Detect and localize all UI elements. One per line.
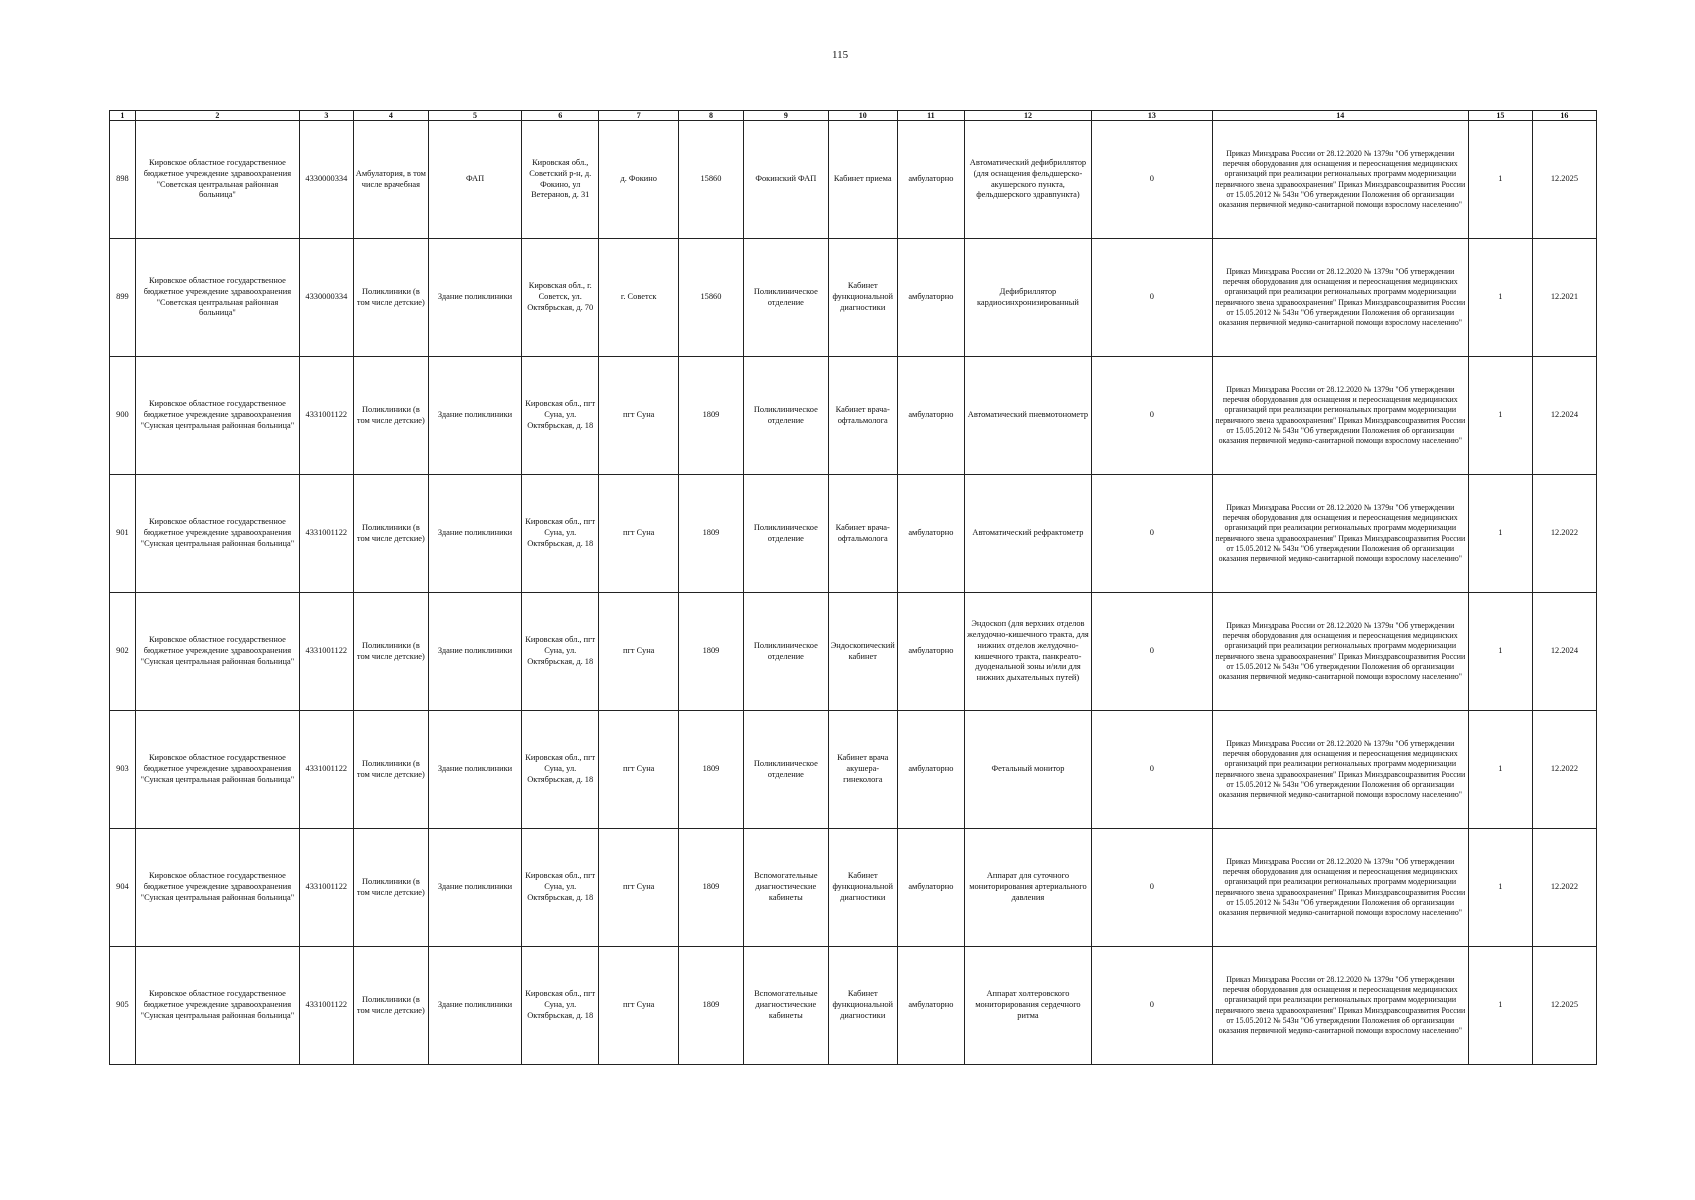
organization-name: Кировское областное государственное бюджетное учреждение здравоохранения "Сунская центральная районная больница" <box>135 593 299 711</box>
equipment: Аппарат холтеровского мониторирования сердечного ритма <box>964 947 1091 1065</box>
quantity-required: 1 <box>1468 711 1532 829</box>
quantity-present: 0 <box>1091 121 1212 239</box>
facility-type: Амбулатория, в том числе врачебная <box>353 121 428 239</box>
column-header: 4 <box>353 111 428 121</box>
quantity-present: 0 <box>1091 357 1212 475</box>
deadline-date: 12.2022 <box>1532 711 1596 829</box>
organization-name: Кировское областное государственное бюджетное учреждение здравоохранения "Сунская центральная районная больница" <box>135 829 299 947</box>
row-number: 903 <box>110 711 136 829</box>
deadline-date: 12.2021 <box>1532 239 1596 357</box>
locality: пгт Суна <box>599 593 679 711</box>
row-number: 900 <box>110 357 136 475</box>
locality: д. Фокино <box>599 121 679 239</box>
deadline-date: 12.2022 <box>1532 829 1596 947</box>
deadline-date: 12.2024 <box>1532 357 1596 475</box>
locality: пгт Суна <box>599 711 679 829</box>
building: ФАП <box>429 121 522 239</box>
equipment: Автоматический пневмотонометр <box>964 357 1091 475</box>
quantity-present: 0 <box>1091 239 1212 357</box>
cabinet: Кабинет функциональной диагностики <box>828 829 897 947</box>
regulation-order: Приказ Минздрава России от 28.12.2020 № 1379н "Об утверждении перечня оборудования для оснащения и переоснащения медицинских организаций при реализации региональных программ модернизации первичного звена здравоохранения" Приказ Минздравсоцразвития России от 15.05.2012 № 543н "Об утверждении Положения об организации оказания первичной медико-санитарной помощи взрослому населению" <box>1212 239 1468 357</box>
equipment: Фетальный монитор <box>964 711 1091 829</box>
department: Поликлиническое отделение <box>743 239 828 357</box>
care-mode: амбулаторно <box>897 475 964 593</box>
department: Поликлиническое отделение <box>743 593 828 711</box>
regulation-order: Приказ Минздрава России от 28.12.2020 № 1379н "Об утверждении перечня оборудования для оснащения и переоснащения медицинских организаций при реализации региональных программ модернизации первичного звена здравоохранения" Приказ Минздравсоцразвития России от 15.05.2012 № 543н "Об утверждении Положения об организации оказания первичной медико-санитарной помощи взрослому населению" <box>1212 711 1468 829</box>
row-number: 899 <box>110 239 136 357</box>
facility-type: Поликлиники (в том числе детские) <box>353 829 428 947</box>
building: Здание поликлиники <box>429 593 522 711</box>
code: 15860 <box>678 239 743 357</box>
code: 1809 <box>678 947 743 1065</box>
deadline-date: 12.2024 <box>1532 593 1596 711</box>
column-header: 3 <box>300 111 354 121</box>
organization-name: Кировское областное государственное бюджетное учреждение здравоохранения "Сунская центральная районная больница" <box>135 357 299 475</box>
cabinet: Кабинет функциональной диагностики <box>828 947 897 1065</box>
building: Здание поликлиники <box>429 357 522 475</box>
building: Здание поликлиники <box>429 947 522 1065</box>
address: Кировская обл., пгт Суна, ул. Октябрьская, д. 18 <box>522 475 599 593</box>
table-row <box>110 121 1597 239</box>
building: Здание поликлиники <box>429 711 522 829</box>
regulation-order: Приказ Минздрава России от 28.12.2020 № 1379н "Об утверждении перечня оборудования для оснащения и переоснащения медицинских организаций при реализации региональных программ модернизации первичного звена здравоохранения" Приказ Минздравсоцразвития России от 15.05.2012 № 543н "Об утверждении Положения об организации оказания первичной медико-санитарной помощи взрослому населению" <box>1212 121 1468 239</box>
facility-type: Поликлиники (в том числе детские) <box>353 947 428 1065</box>
column-header: 9 <box>743 111 828 121</box>
quantity-present: 0 <box>1091 475 1212 593</box>
deadline-date: 12.2025 <box>1532 947 1596 1065</box>
organization-name: Кировское областное государственное бюджетное учреждение здравоохранения "Сунская центральная районная больница" <box>135 475 299 593</box>
care-mode: амбулаторно <box>897 711 964 829</box>
quantity-required: 1 <box>1468 829 1532 947</box>
column-number-row <box>110 111 1597 121</box>
organization-name: Кировское областное государственное бюджетное учреждение здравоохранения "Сунская центральная районная больница" <box>135 947 299 1065</box>
table-row <box>110 829 1597 947</box>
equipment: Дефибриллятор кардиосинхронизированный <box>964 239 1091 357</box>
address: Кировская обл., г. Советск, ул. Октябрьская, д. 70 <box>522 239 599 357</box>
inn: 4331001122 <box>300 475 354 593</box>
building: Здание поликлиники <box>429 239 522 357</box>
cabinet: Кабинет приема <box>828 121 897 239</box>
quantity-present: 0 <box>1091 593 1212 711</box>
deadline-date: 12.2025 <box>1532 121 1596 239</box>
care-mode: амбулаторно <box>897 829 964 947</box>
care-mode: амбулаторно <box>897 239 964 357</box>
table-row <box>110 947 1597 1065</box>
column-header: 5 <box>429 111 522 121</box>
column-header: 13 <box>1091 111 1212 121</box>
facility-type: Поликлиники (в том числе детские) <box>353 239 428 357</box>
cabinet: Кабинет врача-офтальмолога <box>828 357 897 475</box>
inn: 4330000334 <box>300 121 354 239</box>
department: Вспомогательные диагностические кабинеты <box>743 947 828 1065</box>
address: Кировская обл., пгт Суна, ул. Октябрьская, д. 18 <box>522 829 599 947</box>
facility-type: Поликлиники (в том числе детские) <box>353 357 428 475</box>
table-row <box>110 239 1597 357</box>
inn: 4331001122 <box>300 829 354 947</box>
department: Поликлиническое отделение <box>743 711 828 829</box>
column-header: 2 <box>135 111 299 121</box>
regulation-order: Приказ Минздрава России от 28.12.2020 № 1379н "Об утверждении перечня оборудования для оснащения и переоснащения медицинских организаций при реализации региональных программ модернизации первичного звена здравоохранения" Приказ Минздравсоцразвития России от 15.05.2012 № 543н "Об утверждении Положения об организации оказания первичной медико-санитарной помощи взрослому населению" <box>1212 593 1468 711</box>
locality: пгт Суна <box>599 829 679 947</box>
column-header: 7 <box>599 111 679 121</box>
organization-name: Кировское областное государственное бюджетное учреждение здравоохранения "Советская центральная районная больница" <box>135 121 299 239</box>
row-number: 904 <box>110 829 136 947</box>
inn: 4331001122 <box>300 711 354 829</box>
code: 1809 <box>678 711 743 829</box>
column-header: 14 <box>1212 111 1468 121</box>
quantity-present: 0 <box>1091 711 1212 829</box>
regulation-order: Приказ Минздрава России от 28.12.2020 № 1379н "Об утверждении перечня оборудования для оснащения и переоснащения медицинских организаций при реализации региональных программ модернизации первичного звена здравоохранения" Приказ Минздравсоцразвития России от 15.05.2012 № 543н "Об утверждении Положения об организации оказания первичной медико-санитарной помощи взрослому населению" <box>1212 829 1468 947</box>
table-row <box>110 357 1597 475</box>
column-header: 10 <box>828 111 897 121</box>
cabinet: Кабинет функциональной диагностики <box>828 239 897 357</box>
quantity-required: 1 <box>1468 239 1532 357</box>
code: 1809 <box>678 357 743 475</box>
locality: пгт Суна <box>599 947 679 1065</box>
cabinet: Эндоскопический кабинет <box>828 593 897 711</box>
quantity-required: 1 <box>1468 593 1532 711</box>
column-header: 12 <box>964 111 1091 121</box>
facility-type: Поликлиники (в том числе детские) <box>353 475 428 593</box>
column-header: 8 <box>678 111 743 121</box>
building: Здание поликлиники <box>429 829 522 947</box>
locality: г. Советск <box>599 239 679 357</box>
facility-type: Поликлиники (в том числе детские) <box>353 711 428 829</box>
quantity-required: 1 <box>1468 357 1532 475</box>
table-row <box>110 475 1597 593</box>
building: Здание поликлиники <box>429 475 522 593</box>
care-mode: амбулаторно <box>897 357 964 475</box>
department: Поликлиническое отделение <box>743 475 828 593</box>
department: Поликлиническое отделение <box>743 357 828 475</box>
department: Вспомогательные диагностические кабинеты <box>743 829 828 947</box>
address: Кировская обл., Советский р-н, д. Фокино, ул Ветеранов, д. 31 <box>522 121 599 239</box>
inn: 4331001122 <box>300 593 354 711</box>
code: 1809 <box>678 829 743 947</box>
facility-type: Поликлиники (в том числе детские) <box>353 593 428 711</box>
code: 15860 <box>678 121 743 239</box>
regulation-order: Приказ Минздрава России от 28.12.2020 № 1379н "Об утверждении перечня оборудования для оснащения и переоснащения медицинских организаций при реализации региональных программ модернизации первичного звена здравоохранения" Приказ Минздравсоцразвития России от 15.05.2012 № 543н "Об утверждении Положения об организации оказания первичной медико-санитарной помощи взрослому населению" <box>1212 357 1468 475</box>
page-number: 115 <box>832 49 849 61</box>
care-mode: амбулаторно <box>897 121 964 239</box>
regulation-order: Приказ Минздрава России от 28.12.2020 № 1379н "Об утверждении перечня оборудования для оснащения и переоснащения медицинских организаций при реализации региональных программ модернизации первичного звена здравоохранения" Приказ Минздравсоцразвития России от 15.05.2012 № 543н "Об утверждении Положения об организации оказания первичной медико-санитарной помощи взрослому населению" <box>1212 475 1468 593</box>
organization-name: Кировское областное государственное бюджетное учреждение здравоохранения "Сунская центральная районная больница" <box>135 711 299 829</box>
address: Кировская обл., пгт Суна, ул. Октябрьская, д. 18 <box>522 357 599 475</box>
equipment: Автоматический рефрактометр <box>964 475 1091 593</box>
address: Кировская обл., пгт Суна, ул. Октябрьская, д. 18 <box>522 711 599 829</box>
quantity-required: 1 <box>1468 947 1532 1065</box>
column-header: 15 <box>1468 111 1532 121</box>
code: 1809 <box>678 475 743 593</box>
inn: 4331001122 <box>300 357 354 475</box>
address: Кировская обл., пгт Суна, ул. Октябрьская, д. 18 <box>522 593 599 711</box>
quantity-required: 1 <box>1468 475 1532 593</box>
code: 1809 <box>678 593 743 711</box>
column-header: 6 <box>522 111 599 121</box>
equipment: Автоматический дефибриллятор (для оснащения фельдшерско-акушерского пункта, фельдшерского здравпункта) <box>964 121 1091 239</box>
equipment: Эндоскоп (для верхних отделов желудочно-кишечного тракта, для нижних отделов желудочно-кишечного тракта, панкреато-дуоденальной зоны и/или для нижних дыхательных путей) <box>964 593 1091 711</box>
column-header: 16 <box>1532 111 1596 121</box>
equipment: Аппарат для суточного мониторирования артериального давления <box>964 829 1091 947</box>
quantity-required: 1 <box>1468 121 1532 239</box>
cabinet: Кабинет врача-офтальмолога <box>828 475 897 593</box>
quantity-present: 0 <box>1091 829 1212 947</box>
inn: 4331001122 <box>300 947 354 1065</box>
regulation-order: Приказ Минздрава России от 28.12.2020 № 1379н "Об утверждении перечня оборудования для оснащения и переоснащения медицинских организаций при реализации региональных программ модернизации первичного звена здравоохранения" Приказ Минздравсоцразвития России от 15.05.2012 № 543н "Об утверждении Положения об организации оказания первичной медико-санитарной помощи взрослому населению" <box>1212 947 1468 1065</box>
table-row <box>110 711 1597 829</box>
column-header: 11 <box>897 111 964 121</box>
row-number: 902 <box>110 593 136 711</box>
department: Фокинский ФАП <box>743 121 828 239</box>
locality: пгт Суна <box>599 475 679 593</box>
equipment-register-table <box>109 110 1597 1065</box>
address: Кировская обл., пгт Суна, ул. Октябрьская, д. 18 <box>522 947 599 1065</box>
locality: пгт Суна <box>599 357 679 475</box>
inn: 4330000334 <box>300 239 354 357</box>
row-number: 898 <box>110 121 136 239</box>
deadline-date: 12.2022 <box>1532 475 1596 593</box>
organization-name: Кировское областное государственное бюджетное учреждение здравоохранения "Советская центральная районная больница" <box>135 239 299 357</box>
cabinet: Кабинет врача акушера-гинеколога <box>828 711 897 829</box>
row-number: 905 <box>110 947 136 1065</box>
row-number: 901 <box>110 475 136 593</box>
care-mode: амбулаторно <box>897 593 964 711</box>
column-header: 1 <box>110 111 136 121</box>
quantity-present: 0 <box>1091 947 1212 1065</box>
table-row <box>110 593 1597 711</box>
care-mode: амбулаторно <box>897 947 964 1065</box>
